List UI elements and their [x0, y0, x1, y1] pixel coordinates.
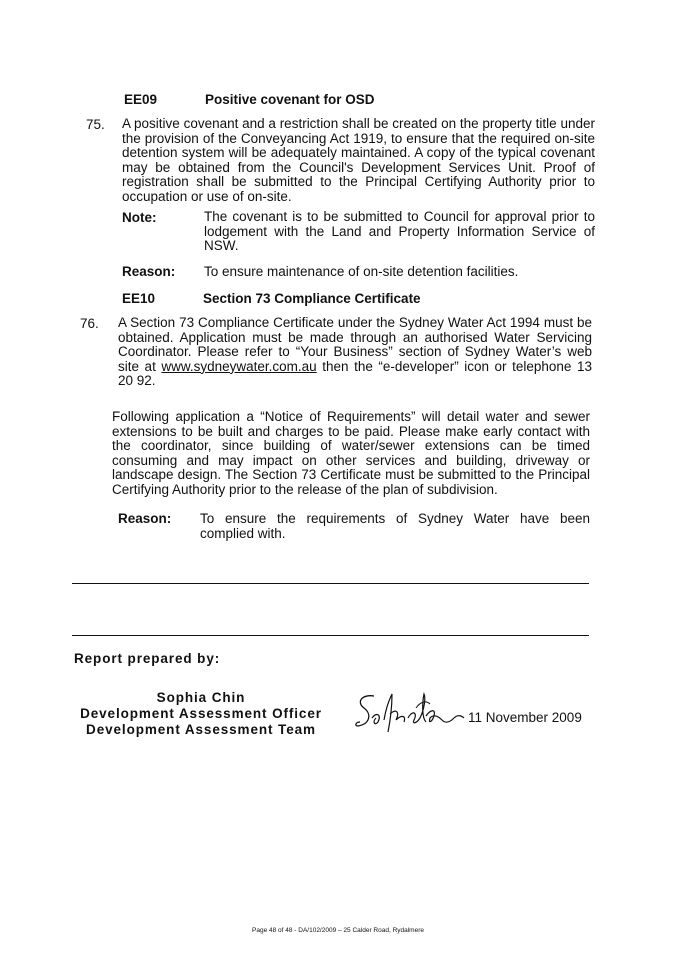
handwritten-signature [350, 688, 468, 743]
officer-name: Sophia Chin [156, 690, 246, 705]
condition-number-75: 75. [86, 117, 105, 132]
note-text: The covenant is to be submitted to Council for approval prior to lodgement with the Land and Property Information Service of NSW. [204, 209, 595, 254]
officer-team: Development Assessment Team [86, 722, 316, 737]
officer-role: Development Assessment Officer [80, 706, 322, 721]
note-label: Note: [122, 210, 157, 225]
reason-label-76: Reason: [118, 511, 172, 526]
page-footer: Page 48 of 48 - DA/102/2009 – 25 Calder Road, Rydalmere [252, 927, 424, 934]
ee09-code: EE09 [124, 92, 158, 107]
ee10-title: Section 73 Compliance Certificate [203, 291, 421, 306]
report-date: 11 November 2009 [468, 710, 582, 725]
divider-line-1 [72, 583, 589, 584]
report-prepared-by: Report prepared by: [74, 651, 221, 666]
reason-label-75: Reason: [122, 264, 176, 279]
divider-line-2 [72, 635, 589, 636]
condition-76-body-start: A Section 73 Compliance Certificate under the Sydney Water Act 1994 must be obtained. Application must be made through an authorised Water Servicing Coordinator. Please refer to “Your Business” section of Sydney Water’s web site at [118, 315, 592, 374]
sydney-water-link[interactable]: www.sydneywater.com.au [161, 358, 317, 374]
ee10-code: EE10 [122, 291, 156, 306]
condition-76-body-end: then the “e-developer” icon or telephone 13 20 92. [118, 358, 592, 389]
condition-number-76: 76. [80, 316, 99, 331]
ee09-title: Positive covenant for OSD [205, 92, 375, 107]
condition-76-body [118, 316, 592, 389]
officer-signature-block [70, 689, 332, 738]
reason-text-75: To ensure maintenance of on-site detention facilities. [204, 264, 519, 279]
condition-75-body: A positive covenant and a restriction shall be created on the property title under the provision of the Conveyancing Act 1919, to ensure that the required on-site detention system will be adequately maintained. A copy of the typical covenant may be obtained from the Council's Development Services Unit. Proof of registration shall be submitted to the Principal Certifying Authority prior to occupation or use of on-site. [122, 116, 595, 204]
reason-text-76: To ensure the requirements of Sydney Water have been complied with. [200, 511, 590, 541]
condition-76-para2: Following application a “Notice of Requirements” will detail water and sewer extensions to be built and charges to be paid. Please make early contact with the coordinator, since building of water/sewer extensions can be timed consuming and may impact on other services and building, driveway or landscape design. The Section 73 Certificate must be submitted to the Principal Certifying Authority prior to the release of the plan of subdivision. [112, 409, 590, 497]
